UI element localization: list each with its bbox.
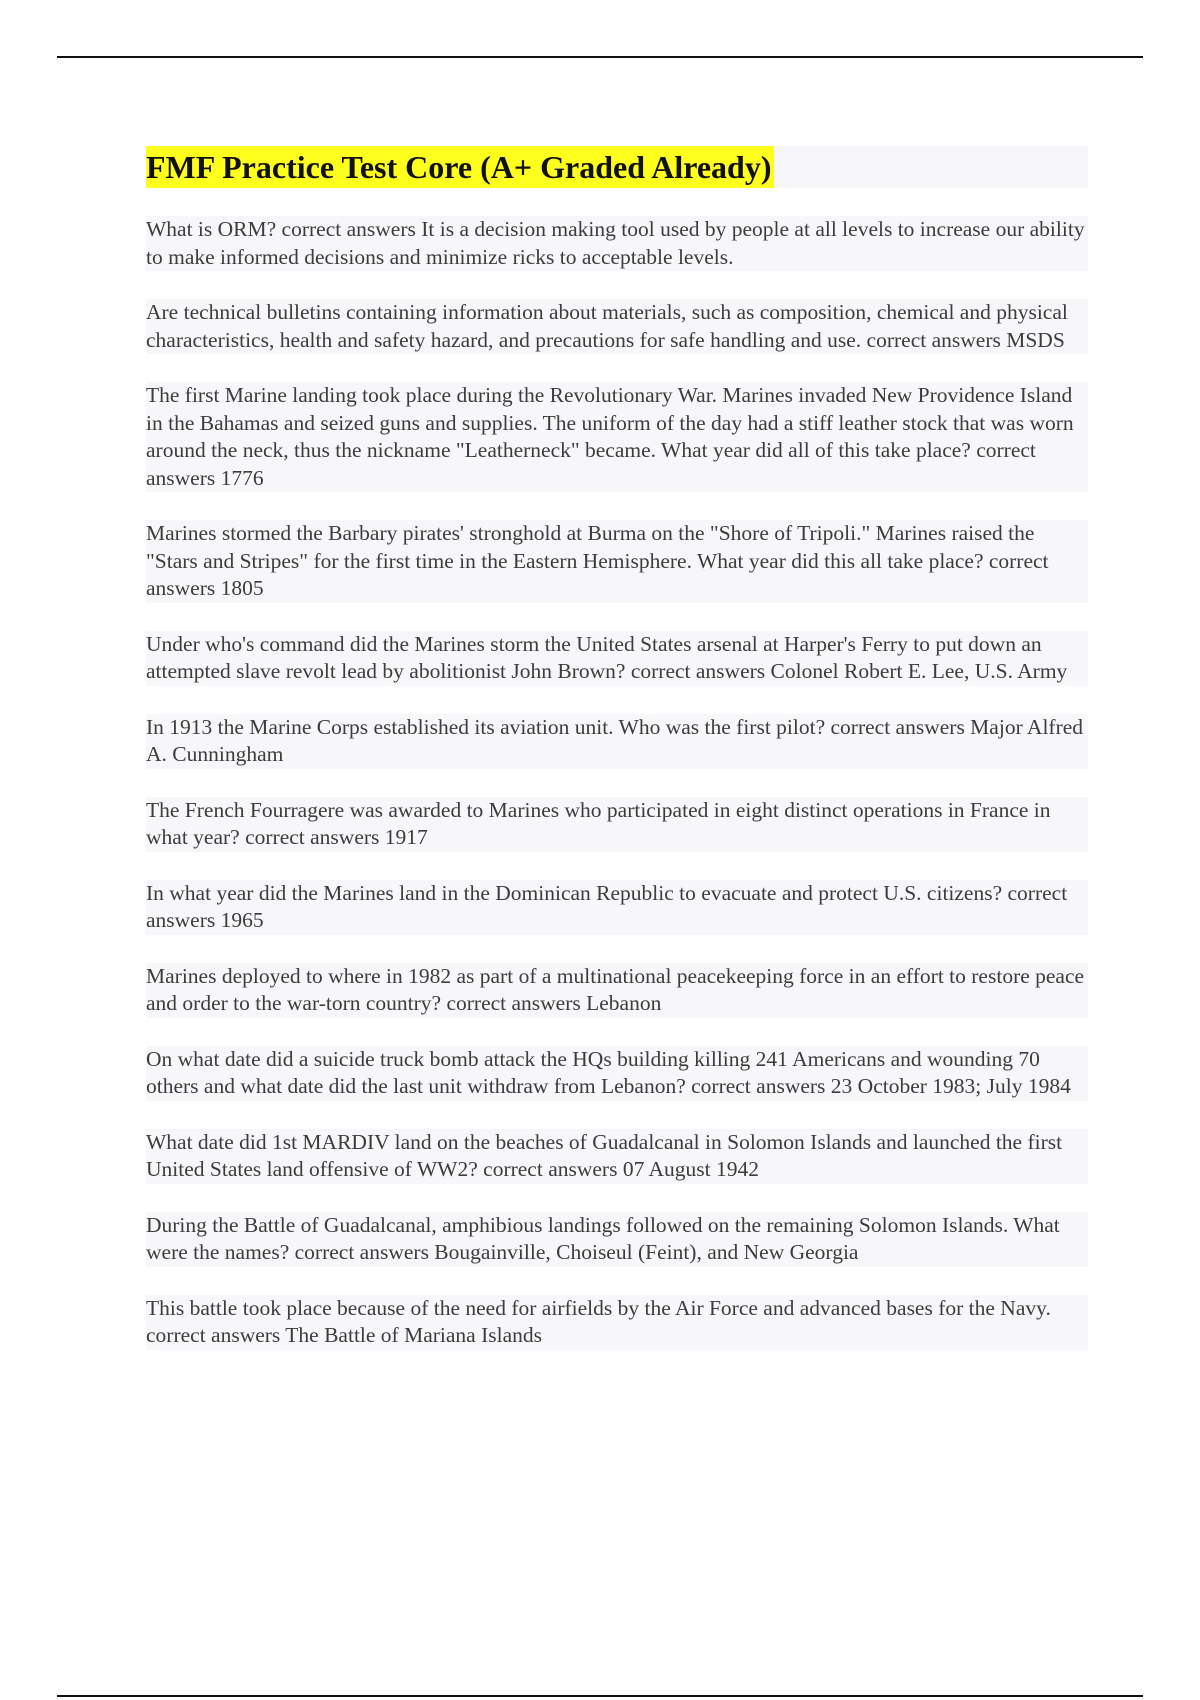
qa-item: What date did 1st MARDIV land on the beaches of Guadalcanal in Solomon Islands and launched the first United States land offensive of WW2? correct answers 07 August 1942 (146, 1129, 1088, 1184)
footer-rule (57, 1695, 1143, 1697)
qa-item: Under who's command did the Marines storm the United States arsenal at Harper's Ferry to put down an attempted slave revolt lead by abolitionist John Brown? correct answers Colonel Robert E. Lee, U.S. Army (146, 631, 1088, 686)
qa-item: The first Marine landing took place during the Revolutionary War. Marines invaded New Providence Island in the Bahamas and seized guns and supplies. The uniform of the day had a stiff leather stock that was worn around the neck, thus the nickname "Leatherneck" became. What year did all of this take place? correct answers 1776 (146, 382, 1088, 492)
header-rule (57, 56, 1143, 58)
qa-item: This battle took place because of the need for airfields by the Air Force and advanced bases for the Navy. correct answers The Battle of Mariana Islands (146, 1295, 1088, 1350)
qa-item: What is ORM? correct answers It is a decision making tool used by people at all levels to increase our ability to make informed decisions and minimize ricks to acceptable levels. (146, 216, 1088, 271)
qa-item: During the Battle of Guadalcanal, amphibious landings followed on the remaining Solomon Islands. What were the names? correct answers Bougainville, Choiseul (Feint), and New Georgia (146, 1212, 1088, 1267)
qa-item: Marines stormed the Barbary pirates' stronghold at Burma on the "Shore of Tripoli." Marines raised the "Stars and Stripes" for the first time in the Eastern Hemisphere. What year did this all take place? correct answers 1805 (146, 520, 1088, 603)
qa-item: On what date did a suicide truck bomb attack the HQs building killing 241 Americans and wounding 70 others and what date did the last unit withdraw from Lebanon? correct answers 23 October 1983; July 1984 (146, 1046, 1088, 1101)
qa-item: Marines deployed to where in 1982 as part of a multinational peacekeeping force in an effort to restore peace and order to the war-torn country? correct answers Lebanon (146, 963, 1088, 1018)
document-title: FMF Practice Test Core (A+ Graded Already) (146, 146, 774, 188)
qa-item: In 1913 the Marine Corps established its aviation unit. Who was the first pilot? correct answers Major Alfred A. Cunningham (146, 714, 1088, 769)
qa-item: In what year did the Marines land in the Dominican Republic to evacuate and protect U.S. citizens? correct answers 1965 (146, 880, 1088, 935)
qa-item: The French Fourragere was awarded to Marines who participated in eight distinct operations in France in what year? correct answers 1917 (146, 797, 1088, 852)
title-band (146, 146, 1088, 188)
document-body (146, 146, 1088, 1378)
qa-item: Are technical bulletins containing information about materials, such as composition, chemical and physical characteristics, health and safety hazard, and precautions for safe handling and use. correct answers MSDS (146, 299, 1088, 354)
